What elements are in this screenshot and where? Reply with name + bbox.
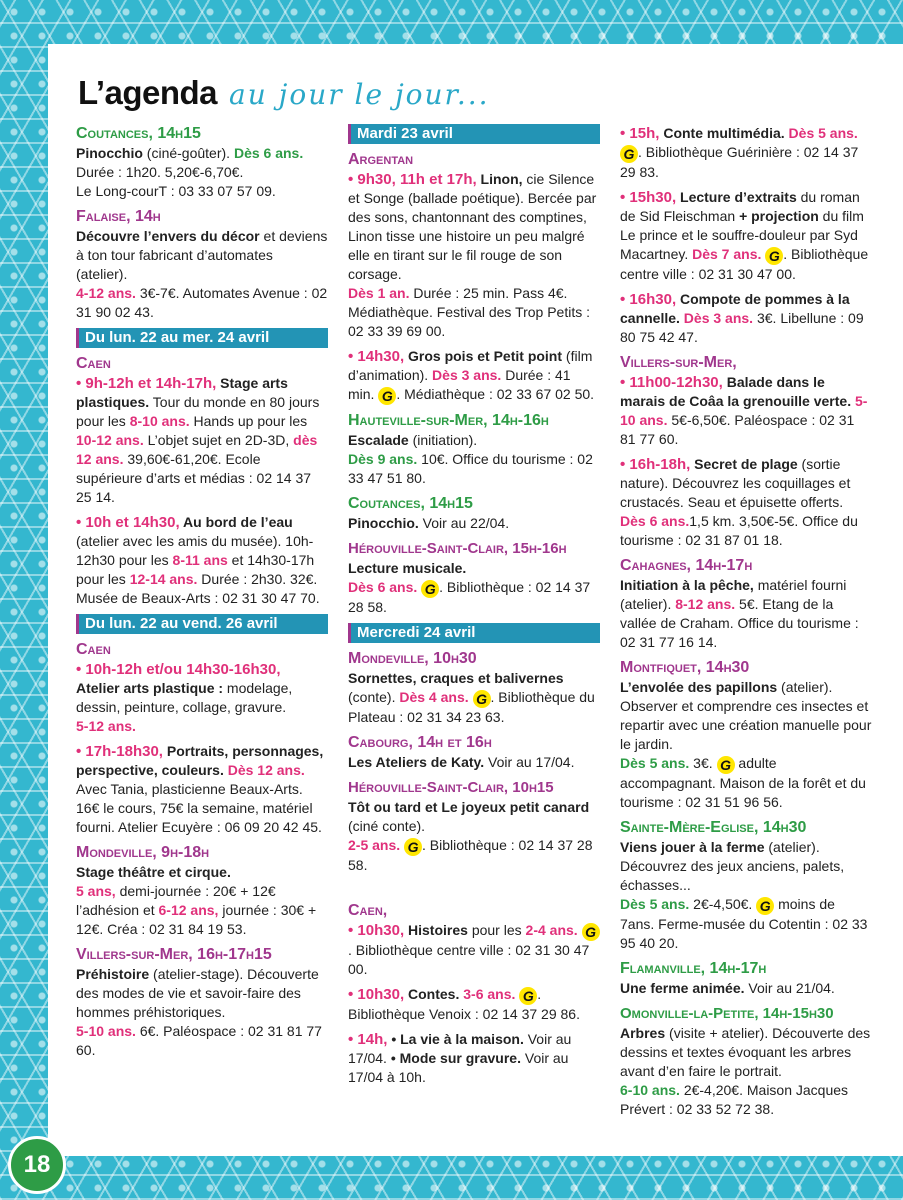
age-range: Dès 5 ans. [620, 896, 690, 912]
age-range: Dès 3 ans. [679, 310, 754, 326]
agenda-entry [620, 556, 872, 652]
agenda-entry [620, 658, 872, 812]
free-adult-icon: G [378, 387, 396, 405]
age-range: 5-12 ans. [76, 718, 136, 734]
entry-text [620, 678, 872, 812]
free-adult-icon: G [756, 897, 774, 915]
age-range: 8-10 ans. [129, 413, 190, 429]
agenda-entry [348, 494, 600, 533]
event-time: • 16h-18h, [620, 456, 691, 473]
event-text: (atelier-stage). Découverte des modes de vie et savoir-faire des hommes préhistoriques. [76, 966, 319, 1020]
event-text: 6€. Paléospace : 02 31 81 77 60. [76, 1023, 322, 1058]
agenda-entry [620, 1004, 872, 1119]
agenda-entry [348, 778, 600, 875]
entry-text [348, 347, 600, 405]
agenda-entry [348, 901, 600, 979]
entry-text [348, 669, 600, 727]
event-title: Contes. [404, 986, 460, 1002]
agenda-entry [348, 1030, 600, 1087]
entry-text [620, 373, 872, 449]
entry-text [348, 985, 600, 1024]
event-text: demi-journée : 20€ + 12€ l’adhésion et [76, 883, 276, 918]
event-text: Durée : 1h20. 5,20€-6,70€. [76, 164, 244, 180]
title-script: au jour le jour... [229, 78, 490, 111]
event-text: Durée : 2h30. 32€. Musée de Beaux-Arts : 02 31 30 47 70. [76, 571, 320, 606]
entry-text [76, 965, 328, 1060]
agenda-entry [76, 124, 328, 201]
age-range: 10-12 ans. [76, 432, 144, 448]
column-3 [620, 124, 872, 1125]
free-adult-icon: G [620, 145, 638, 163]
entry-text [620, 576, 872, 652]
event-time: • 10h30, [348, 922, 405, 939]
event-title: Tôt ou tard et Le joyeux petit canard [348, 799, 590, 815]
event-time: • 10h et 14h30, [76, 514, 180, 531]
place-time: Hérouville-Saint-Clair, 10h15 [348, 779, 554, 796]
event-title: Sornettes, craques et balivernes [348, 670, 564, 686]
agenda-entry [620, 188, 872, 284]
event-text: du roman de Sid Fleischman [620, 189, 860, 224]
event-text: (sortie nature). Découvrez les coquillages et crustacés. Seau et épuisette offerts. [620, 456, 851, 510]
age-range: Dès 9 ans. [348, 451, 418, 467]
event-text: Voir au 22/04. [418, 515, 510, 531]
agenda-entry [76, 640, 328, 736]
age-range: Dès 1 an. [348, 285, 410, 301]
place-time: Caen [76, 641, 111, 658]
event-title: Initiation à la pêche, [620, 577, 754, 593]
event-text: Durée : 41 min. [348, 367, 571, 402]
event-title: Secret de plage [690, 456, 798, 472]
place-time: Omonville-la-Petite, 14h-15h30 [620, 1005, 834, 1022]
event-text: 1,5 km. 3,50€-5€. Office du tourisme : 02 31 87 01 18. [620, 513, 858, 548]
event-title: Lecture d’extraits [676, 189, 797, 205]
event-text: 3€. [689, 755, 717, 771]
age-range: 5-10 ans. [76, 1023, 136, 1039]
place-time: Flamanville, 14h-17h [620, 960, 767, 977]
event-title: Atelier arts plastique : [76, 680, 224, 696]
event-text: et 14h30-17h pour les [76, 552, 315, 587]
age-range: Dès 4 ans. [399, 689, 469, 705]
event-text: journée : 30€ + 12€. Créa : 02 31 84 19 53. [76, 902, 317, 937]
event-text: (conte). [348, 689, 400, 705]
place-time: Mondeville, 9h-18h [76, 844, 210, 861]
place-time: Falaise, 14h [76, 208, 161, 225]
event-text: . Bibliothèque Venoix : 02 14 37 29 86. [348, 986, 580, 1022]
event-text: . Bibliothèque centre ville : 02 31 30 47 00. [620, 246, 869, 282]
event-text: 3€-7€. Automates Avenue : 02 31 90 02 43. [76, 285, 328, 320]
entry-text [76, 374, 328, 507]
place-time: Caen [76, 355, 111, 372]
entry-text [620, 290, 872, 347]
event-time: • 9h-12h et 14h-17h, [76, 375, 217, 392]
place-time: Cabourg, 14h et 16h [348, 734, 492, 751]
event-title: Conte multimédia. [659, 125, 785, 141]
entry-text [76, 863, 328, 939]
agenda-entry [76, 207, 328, 322]
event-text: . Bibliothèque : 02 14 37 28 58. [348, 579, 591, 615]
event-text: Voir au 17/04. [484, 754, 575, 770]
agenda-entry [76, 945, 328, 1060]
event-text: (atelier). Découvrez des jeux anciens, palets, échasses... [620, 839, 845, 893]
event-text: adulte accompagnant. Maison de la forêt et du tourisme : 02 31 51 96 56. [620, 755, 866, 810]
event-title: Escalade [348, 432, 409, 448]
event-text: (film d’animation). [348, 348, 593, 383]
event-text: (atelier). Observer et comprendre ces insectes et repartir avec une création manuelle pour le jardin. [620, 679, 872, 752]
entry-text [348, 753, 600, 772]
age-range: Dès 3 ans. [432, 367, 502, 383]
entry-text [620, 1024, 872, 1119]
age-range: Dès 7 ans. [692, 246, 762, 262]
page-title [78, 74, 490, 122]
age-range: 6-12 ans, [158, 902, 219, 918]
event-title: Préhistoire [76, 966, 150, 982]
event-text: Voir au 21/04. [744, 980, 835, 996]
date-banner: Mardi 23 avril [348, 124, 600, 144]
entry-text [76, 227, 328, 322]
date-banner: Du lun. 22 au vend. 26 avril [76, 614, 328, 634]
entry-text [620, 838, 872, 953]
event-text: (atelier avec les amis du musée). 10h-12h30 pour les [76, 533, 314, 568]
event-text: 5€. Etang de la vallée de Craham. Office du tourisme : 02 31 77 16 14. [620, 596, 859, 650]
event-text: 39,60€-61,20€. Ecole supérieure d’arts et médias : 02 14 37 25 14. [76, 451, 312, 505]
free-adult-icon: G [473, 690, 491, 708]
place-time: Villers-sur-Mer, 16h-17h15 [76, 946, 272, 963]
event-text: (visite + atelier). Découverte des dessins et textes évoquant les arbres avant d’en faire le portrait. [620, 1025, 871, 1079]
entry-text [620, 188, 872, 284]
age-range: Dès 12 ans. [223, 762, 305, 778]
place-time: Coutances, 14h15 [348, 495, 473, 512]
event-text: et deviens à ton tour fabricant d’automates (atelier). [76, 228, 328, 282]
event-title: Au bord de l’eau [179, 514, 293, 530]
event-time: • 14h, [348, 1031, 388, 1048]
event-title: Lecture musicale. [348, 560, 467, 576]
event-title: L’envolée des papillons [620, 679, 778, 695]
entry-text [620, 455, 872, 550]
entry-text [76, 742, 328, 837]
event-text: cie Silence et Songe (ballade poétique). Bercée par des sons, chantonnant des comptines, Linon tisse une histoire un peu malgré elle en tirant sur le fil rouge de son corsage. [348, 171, 597, 282]
entry-text [348, 431, 600, 488]
event-text: Durée : 25 min. Pass 4€. Médiathèque. Festival des Trop Petits : 02 33 39 69 00. [348, 285, 591, 339]
event-title: Viens jouer à la ferme [620, 839, 765, 855]
agenda-entry [620, 290, 872, 347]
agenda-entry [76, 843, 328, 939]
agenda-entry [348, 411, 600, 488]
event-title: Portraits, personnages, perspective, couleurs. [76, 743, 324, 778]
event-text: 2€-4,50€. [689, 896, 757, 912]
age-range: Dès 6 ans. [348, 579, 418, 595]
place-time: Caen, [348, 902, 388, 919]
entry-text [76, 144, 328, 201]
agenda-entry [348, 733, 600, 772]
place-time: Argentan [348, 151, 414, 168]
event-text: Le Long-courT : 03 33 07 57 09. [76, 183, 276, 199]
place-time: Hérouville-Saint-Clair, 15h-16h [348, 540, 567, 557]
event-time: • 15h30, [620, 189, 677, 206]
age-range: Dès 6 ans. [620, 513, 690, 529]
event-text: 10€. Office du tourisme : 02 33 47 51 80. [348, 451, 593, 486]
entry-text [348, 170, 600, 341]
age-range: 2-5 ans. [348, 837, 401, 853]
agenda-entry [620, 124, 872, 182]
event-title: • La vie à la maison. [387, 1031, 524, 1047]
event-title: Découvre l’envers du décor [76, 228, 260, 244]
entry-text [348, 514, 600, 533]
agenda-entry [620, 959, 872, 998]
event-text: Voir au 17/04 à 10h. [348, 1050, 569, 1085]
event-text: . Bibliothèque Guérinière : 02 14 37 29 83. [620, 144, 859, 180]
event-time: • 11h00-12h30, [620, 374, 723, 391]
place-time: Sainte-Mère-Eglise, 14h30 [620, 819, 807, 836]
place-time: Hauteville-sur-Mer, 14h-16h [348, 412, 549, 429]
free-adult-icon: G [404, 838, 422, 856]
column-1 [76, 124, 328, 1066]
place-time: Coutances, 14h15 [76, 125, 201, 142]
event-text: Voir au 17/04. [348, 1031, 572, 1066]
age-range: 6-10 ans. [620, 1082, 680, 1098]
place-time: Mondeville, 10h30 [348, 650, 477, 667]
date-banner: Mercredi 24 avril [348, 623, 600, 643]
event-time: • 10h30, [348, 986, 405, 1003]
agenda-entry [348, 649, 600, 727]
age-range: dès 12 ans. [76, 432, 318, 467]
column-2 [348, 124, 600, 1093]
event-text: . Bibliothèque centre ville : 02 31 30 47 00. [348, 942, 590, 977]
date-banner: Du lun. 22 au mer. 24 avril [76, 328, 328, 348]
age-range: 8-12 ans. [675, 596, 736, 612]
event-title: Les Ateliers de Katy. [348, 754, 485, 770]
agenda-entry [76, 513, 328, 608]
place-time: Montfiquet, 14h30 [620, 659, 750, 676]
page-number-badge: 18 [8, 1136, 66, 1194]
agenda-entry [620, 818, 872, 953]
age-range: 12-14 ans. [129, 571, 198, 587]
free-adult-icon: G [765, 247, 783, 265]
event-text: du film Le prince et le souffre-douleur par Syd Macartney. [620, 208, 864, 262]
agenda-entry [76, 354, 328, 507]
age-range: 4-12 ans. [76, 285, 136, 301]
event-title: Balade dans le marais de Coâa la grenouille verte. [620, 374, 852, 409]
agenda-entry [348, 539, 600, 617]
event-text: . Bibliothèque : 02 14 37 28 58. [348, 837, 593, 873]
event-text: (ciné-goûter). [142, 145, 234, 161]
age-range: 5 ans, [76, 883, 116, 899]
event-title: Linon, [476, 171, 523, 187]
event-text: 3€. Libellune : 09 80 75 42 47. [620, 310, 864, 345]
title-main: L’agenda [78, 74, 218, 111]
agenda-entry [348, 347, 600, 405]
event-title: + projection [739, 208, 819, 224]
entry-text [76, 513, 328, 608]
event-text: . Médiathèque : 02 33 67 02 50. [396, 386, 595, 402]
age-range: Dès 6 ans. [233, 145, 304, 161]
event-text: moins de 7ans. Ferme-musée du Cotentin : 02 33 95 40 20. [620, 896, 868, 951]
free-adult-icon: G [717, 756, 735, 774]
age-range: 3-6 ans. [459, 986, 516, 1002]
event-title: Stage théâtre et cirque. [76, 864, 231, 880]
event-title: Gros pois et Petit point [404, 348, 563, 364]
age-range: 2-4 ans. [525, 922, 578, 938]
age-range: 5-10 ans. [620, 393, 868, 428]
free-adult-icon: G [582, 923, 600, 941]
agenda-entry [620, 455, 872, 550]
event-title: • Mode sur gravure. [390, 1050, 521, 1066]
entry-text [620, 979, 872, 998]
event-text: L’objet sujet en 2D-3D, [143, 432, 294, 448]
spacer [348, 881, 600, 901]
place-time: Cahagnes, 14h-17h [620, 557, 753, 574]
event-time: • 17h-18h30, [76, 743, 163, 760]
entry-text [348, 798, 600, 875]
event-title: Pinocchio. [348, 515, 419, 531]
entry-text [348, 921, 600, 979]
event-title: Arbres [620, 1025, 666, 1041]
event-time: • 14h30, [348, 348, 405, 365]
event-text: 5€-6,50€. Paléospace : 02 31 81 77 60. [620, 412, 855, 447]
agenda-entry [348, 985, 600, 1024]
event-text: matériel fourni (atelier). [620, 577, 847, 612]
entry-text [620, 124, 872, 182]
age-range: Dès 5 ans. [784, 125, 858, 141]
event-time: • 15h, [620, 125, 660, 142]
event-text: 2€-4,20€. Maison Jacques Prévert : 02 33 52 72 38. [620, 1082, 849, 1117]
entry-text [348, 1030, 600, 1087]
event-time: • 10h-12h et/ou 14h30-16h30, [76, 661, 281, 678]
page-sheet [48, 44, 903, 1156]
agenda-entry [620, 353, 872, 449]
event-text: Hands up pour les [189, 413, 308, 429]
event-text: Avec Tania, plasticienne Beaux-Arts. 16€ le cours, 75€ la semaine, matériel fourni. Atelier Ecuyère : 06 09 20 42 45. [76, 781, 322, 835]
event-time: • 16h30, [620, 291, 677, 308]
agenda-entry [348, 150, 600, 341]
event-title: Compote de pommes à la cannelle. [620, 291, 850, 326]
event-text: (ciné conte). [348, 818, 426, 834]
event-title: Pinocchio [76, 145, 143, 161]
event-text: modelage, dessin, peinture, collage, gravure. [76, 680, 293, 715]
event-title: Stage arts plastiques. [76, 375, 288, 410]
place-time: Villers-sur-Mer, [620, 354, 737, 371]
event-text: pour les [467, 922, 526, 938]
free-adult-icon: G [519, 987, 537, 1005]
event-text: (initiation). [408, 432, 478, 448]
entry-text [348, 559, 600, 617]
event-title: Une ferme animée. [620, 980, 745, 996]
event-text: . Bibliothèque du Plateau : 02 31 34 23 63. [348, 689, 595, 725]
event-text: Tour du monde en 80 jours pour les [76, 394, 320, 429]
age-range: 8-11 ans [172, 552, 228, 568]
entry-text [76, 660, 328, 736]
event-time: • 9h30, 11h et 17h, [348, 171, 477, 188]
age-range: Dès 5 ans. [620, 755, 690, 771]
free-adult-icon: G [421, 580, 439, 598]
event-title: Histoires [404, 922, 468, 938]
agenda-entry [76, 742, 328, 837]
